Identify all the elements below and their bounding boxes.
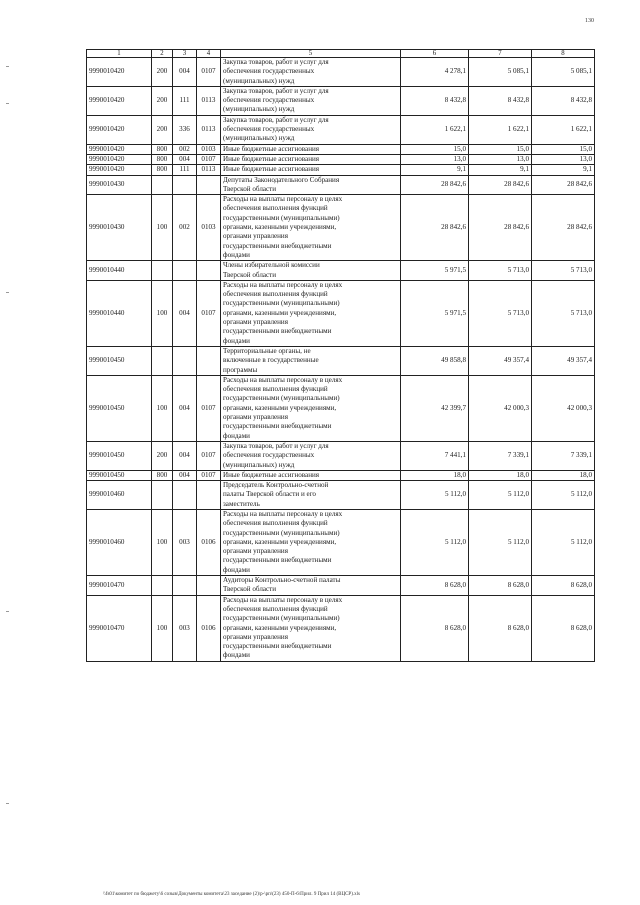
expense-name-line: органами, казенными учреждениями, [223,623,337,632]
expense-name [221,470,401,480]
table-row [87,154,595,164]
amount-col-6: 9,1 [401,165,469,175]
page-number: 130 [585,18,594,24]
table-row [87,86,595,115]
target-article-code: 9990010420 [87,144,152,154]
amount-col-7: 42 000,3 [469,375,532,441]
table-row [87,576,595,596]
section-code [197,481,221,510]
table-row [87,375,595,441]
target-article-code: 9990010470 [87,576,152,596]
expense-name-line: государственными (муниципальными) [223,394,340,403]
expense-name-line: фондами [223,250,250,259]
target-article-code: 9990010470 [87,595,152,661]
expense-name-line: Аудиторы Контрольно-счетной палаты [223,576,341,585]
expense-name [221,175,401,195]
expense-name-line: Закупка товаров, работ и услуг для [223,115,329,124]
amount-col-7: 1 622,1 [469,115,532,144]
expense-name-line: заместитель [223,499,260,508]
amount-col-7: 15,0 [469,144,532,154]
amount-col-8: 5 085,1 [532,58,595,87]
column-header-6: 6 [401,50,469,58]
administrator-code: 002 [173,144,197,154]
expense-type-code: 800 [152,165,173,175]
expense-name-line: (муниципальных) нужд [223,76,295,85]
expense-name-line: Иные бюджетные ассигнования [223,144,320,153]
expense-name-line: Расходы на выплаты персоналу в целях [223,375,343,384]
amount-col-6: 18,0 [401,470,469,480]
amount-col-8: 18,0 [532,470,595,480]
amount-col-7: 8 628,0 [469,576,532,596]
amount-col-7: 9,1 [469,165,532,175]
expense-name [221,441,401,470]
table-row [87,595,595,661]
target-article-code: 9990010450 [87,346,152,375]
column-header-7: 7 [469,50,532,58]
amount-col-7: 5 112,0 [469,481,532,510]
amount-col-6: 42 399,7 [401,375,469,441]
amount-col-6: 15,0 [401,144,469,154]
target-article-code: 9990010420 [87,86,152,115]
expense-name-line: обеспечения государственных [223,96,315,105]
expense-type-code: 200 [152,441,173,470]
expense-name [221,154,401,164]
section-code: 0107 [197,154,221,164]
amount-col-6: 5 112,0 [401,481,469,510]
expense-name [221,261,401,281]
expense-name-line: государственными внебюджетными [223,422,332,431]
column-header-4: 4 [197,50,221,58]
expense-name [221,481,401,510]
target-article-code: 9990010450 [87,441,152,470]
administrator-code: 004 [173,441,197,470]
file-path-footer: \\fs01\комитет по бюджету\6 созыв\Документы комитета\23 заседание (2)\р-\рп\(23) 450-П-6\Прил. 9 Прил 14 (ВЦСР).xls [103,892,360,897]
administrator-code: 004 [173,58,197,87]
expense-name [221,195,401,261]
target-article-code: 9990010460 [87,481,152,510]
expense-type-code: 800 [152,470,173,480]
section-code: 0107 [197,280,221,346]
expense-name [221,576,401,596]
expense-name-line: Депутаты Законодательного Собрания [223,175,340,184]
column-header-5: 5 [221,50,401,58]
expense-name-line: (муниципальных) нужд [223,460,295,469]
target-article-code: 9990010430 [87,175,152,195]
expense-name-line: государственными (муниципальными) [223,528,340,537]
expense-name-line: обеспечения государственных [223,67,315,76]
section-code [197,576,221,596]
section-code: 0107 [197,58,221,87]
expense-name-line: фондами [223,336,250,345]
amount-col-6: 13,0 [401,154,469,164]
amount-col-8: 5 112,0 [532,510,595,576]
expense-name-line: Территориальные органы, не [223,346,311,355]
section-code: 0113 [197,165,221,175]
expense-name [221,115,401,144]
expense-name [221,58,401,87]
expense-name [221,510,401,576]
expense-name-line: органами, казенными учреждениями, [223,537,337,546]
amount-col-8: 28 842,6 [532,175,595,195]
amount-col-7: 28 842,6 [469,175,532,195]
amount-col-7: 5 713,0 [469,280,532,346]
amount-col-8: 8 628,0 [532,595,595,661]
expense-name-line: государственными внебюджетными [223,642,332,651]
expense-type-code: 100 [152,195,173,261]
expense-type-code: 100 [152,280,173,346]
column-header-1: 1 [87,50,152,58]
expense-name-line: государственными (муниципальными) [223,213,340,222]
table-row [87,165,595,175]
expense-name [221,86,401,115]
expense-name-line: органами, казенными учреждениями, [223,403,337,412]
budget-table [86,49,595,662]
expense-name-line: Иные бюджетные ассигнования [223,154,320,163]
section-code: 0103 [197,144,221,154]
amount-col-8: 13,0 [532,154,595,164]
section-code: 0103 [197,195,221,261]
amount-col-8: 42 000,3 [532,375,595,441]
amount-col-6: 28 842,6 [401,195,469,261]
expense-type-code: 200 [152,86,173,115]
amount-col-7: 8 432,8 [469,86,532,115]
expense-name-line: органами управления [223,232,288,241]
expense-name-line: фондами [223,565,250,574]
column-header-3: 3 [173,50,197,58]
amount-col-6: 7 441,1 [401,441,469,470]
expense-name-line: палаты Тверской области и его [223,490,316,499]
administrator-code: 003 [173,510,197,576]
amount-col-8: 28 842,6 [532,195,595,261]
column-header-8: 8 [532,50,595,58]
section-code: 0113 [197,86,221,115]
target-article-code: 9990010440 [87,280,152,346]
administrator-code: 336 [173,115,197,144]
amount-col-6: 8 628,0 [401,576,469,596]
administrator-code: 111 [173,86,197,115]
expense-name [221,144,401,154]
expense-name-line: обеспечения выполнения функций [223,519,328,528]
expense-type-code: 100 [152,375,173,441]
expense-name-line: Тверской области [223,184,277,193]
expense-type-code [152,175,173,195]
amount-col-6: 8 628,0 [401,595,469,661]
amount-col-8: 15,0 [532,144,595,154]
amount-col-6: 5 112,0 [401,510,469,576]
target-article-code: 9990010430 [87,195,152,261]
target-article-code: 9990010450 [87,375,152,441]
amount-col-7: 49 357,4 [469,346,532,375]
amount-col-6: 5 971,5 [401,280,469,346]
administrator-code [173,261,197,281]
expense-name-line: включенные в государственные [223,356,319,365]
expense-type-code [152,481,173,510]
target-article-code: 9990010420 [87,154,152,164]
target-article-code: 9990010440 [87,261,152,281]
scan-mark [6,803,9,804]
amount-col-7: 13,0 [469,154,532,164]
amount-col-6: 28 842,6 [401,175,469,195]
expense-name-line: Закупка товаров, работ и услуг для [223,86,329,95]
expense-name-line: фондами [223,431,250,440]
administrator-code: 004 [173,470,197,480]
table-row [87,280,595,346]
expense-type-code [152,576,173,596]
amount-col-6: 1 622,1 [401,115,469,144]
expense-name-line: Члены избирательной комиссии [223,261,320,270]
expense-name-line: государственными (муниципальными) [223,614,340,623]
expense-name-line: государственными внебюджетными [223,556,332,565]
expense-name-line: Расходы на выплаты персоналу в целях [223,195,343,204]
expense-type-code: 200 [152,115,173,144]
expense-type-code [152,346,173,375]
expense-type-code: 800 [152,144,173,154]
amount-col-7: 5 085,1 [469,58,532,87]
expense-name-line: обеспечения выполнения функций [223,204,328,213]
amount-col-8: 1 622,1 [532,115,595,144]
header-row [87,50,595,58]
table-row [87,481,595,510]
amount-col-8: 8 432,8 [532,86,595,115]
expense-type-code: 100 [152,510,173,576]
administrator-code [173,481,197,510]
amount-col-8: 49 357,4 [532,346,595,375]
expense-name-line: Иные бюджетные ассигнования [223,470,320,479]
administrator-code: 002 [173,195,197,261]
amount-col-6: 8 432,8 [401,86,469,115]
expense-name-line: обеспечения государственных [223,125,315,134]
expense-name [221,280,401,346]
table-body [87,58,595,662]
expense-name-line: обеспечения выполнения функций [223,385,328,394]
target-article-code: 9990010420 [87,115,152,144]
administrator-code [173,175,197,195]
expense-name-line: Закупка товаров, работ и услуг для [223,441,329,450]
expense-name-line: Расходы на выплаты персоналу в целях [223,510,343,518]
expense-name-line: органами управления [223,547,288,556]
table-row [87,115,595,144]
expense-type-code [152,261,173,281]
scan-mark [6,292,9,293]
table-row [87,346,595,375]
amount-col-7: 5 713,0 [469,261,532,281]
expense-name-line: (муниципальных) нужд [223,134,295,143]
section-code: 0107 [197,375,221,441]
expense-name-line: обеспечения выполнения функций [223,604,328,613]
administrator-code: 004 [173,280,197,346]
expense-name [221,375,401,441]
amount-col-7: 5 112,0 [469,510,532,576]
table-row [87,58,595,87]
expense-name-line: Расходы на выплаты персоналу в целях [223,280,343,289]
expense-name [221,346,401,375]
expense-name-line: органами управления [223,413,288,422]
expense-name-line: органами управления [223,318,288,327]
expense-name-line: органами управления [223,632,288,641]
amount-col-8: 5 713,0 [532,280,595,346]
section-code [197,346,221,375]
expense-name-line: программы [223,365,258,374]
table-row [87,441,595,470]
table-row [87,510,595,576]
amount-col-7: 7 339,1 [469,441,532,470]
amount-col-7: 18,0 [469,470,532,480]
administrator-code [173,576,197,596]
scan-mark [6,103,9,104]
expense-name-line: обеспечения выполнения функций [223,290,328,299]
expense-name-line: Расходы на выплаты персоналу в целях [223,595,343,604]
amount-col-8: 5 112,0 [532,481,595,510]
expense-name [221,595,401,661]
target-article-code: 9990010420 [87,165,152,175]
expense-type-code: 100 [152,595,173,661]
expense-name-line: обеспечения государственных [223,451,315,460]
scan-mark [6,611,9,612]
table-row [87,175,595,195]
expense-name-line: государственными внебюджетными [223,241,332,250]
expense-name-line: государственными внебюджетными [223,327,332,336]
administrator-code: 003 [173,595,197,661]
expense-name-line: органами, казенными учреждениями, [223,308,337,317]
amount-col-7: 28 842,6 [469,195,532,261]
expense-name-line: государственными (муниципальными) [223,299,340,308]
table-row [87,144,595,154]
amount-col-8: 9,1 [532,165,595,175]
section-code: 0107 [197,470,221,480]
amount-col-6: 49 858,8 [401,346,469,375]
section-code [197,261,221,281]
expense-name-line: органами, казенными учреждениями, [223,223,337,232]
expense-name-line: Тверской области [223,270,277,279]
amount-col-7: 8 628,0 [469,595,532,661]
expense-name-line: Иные бюджетные ассигнования [223,165,320,174]
administrator-code [173,346,197,375]
expense-name [221,165,401,175]
amount-col-6: 5 971,5 [401,261,469,281]
scan-mark [6,66,9,67]
column-header-2: 2 [152,50,173,58]
amount-col-8: 8 628,0 [532,576,595,596]
table-row [87,261,595,281]
amount-col-6: 4 278,1 [401,58,469,87]
target-article-code: 9990010420 [87,58,152,87]
expense-name-line: (муниципальных) нужд [223,105,295,114]
expense-type-code: 200 [152,58,173,87]
target-article-code: 9990010460 [87,510,152,576]
expense-name-line: Тверской области [223,585,277,594]
administrator-code: 004 [173,154,197,164]
target-article-code: 9990010450 [87,470,152,480]
amount-col-8: 7 339,1 [532,441,595,470]
amount-col-8: 5 713,0 [532,261,595,281]
section-code [197,175,221,195]
section-code: 0107 [197,441,221,470]
table-row [87,195,595,261]
expense-name-line: Председатель Контрольно-счетной [223,481,329,490]
expense-name-line: фондами [223,651,250,660]
table-row [87,470,595,480]
expense-name-line: Закупка товаров, работ и услуг для [223,58,329,66]
section-code: 0106 [197,510,221,576]
administrator-code: 111 [173,165,197,175]
section-code: 0106 [197,595,221,661]
expense-type-code: 800 [152,154,173,164]
administrator-code: 004 [173,375,197,441]
section-code: 0113 [197,115,221,144]
